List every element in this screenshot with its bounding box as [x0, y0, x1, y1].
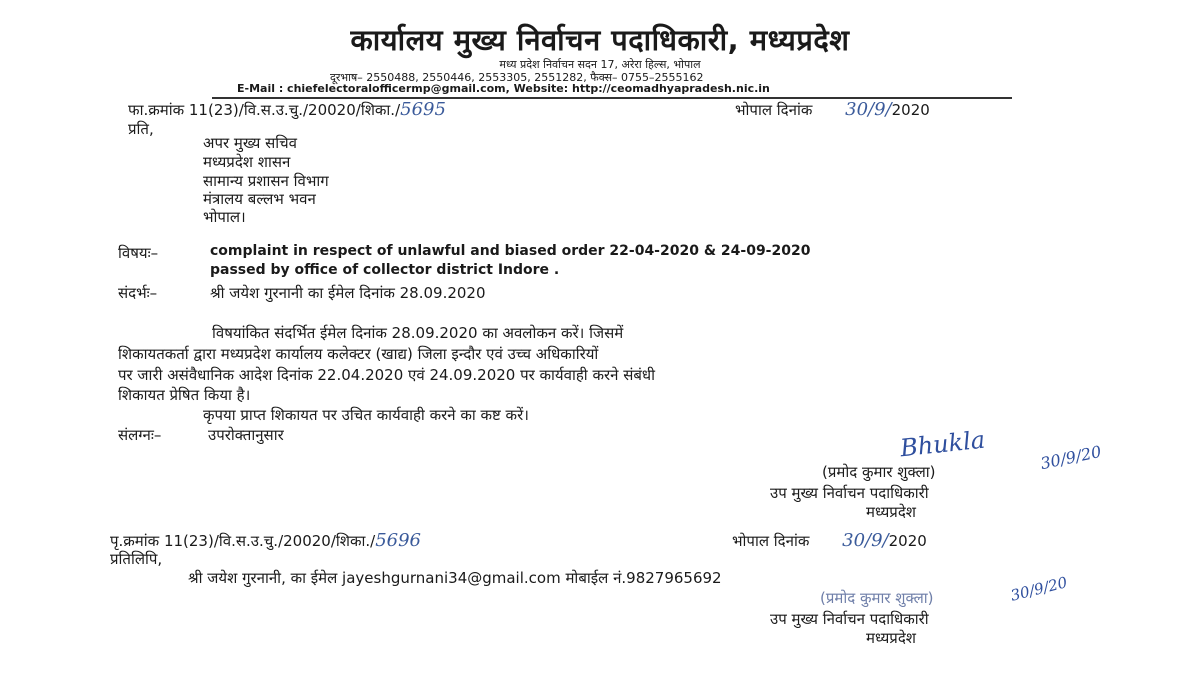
- recipient-line: सामान्य प्रशासन विभाग: [203, 172, 329, 190]
- reference-number-line: [128, 99, 446, 120]
- copy-place-date: [732, 530, 927, 551]
- handwritten-date: 30/9/: [845, 99, 892, 120]
- place-date: [735, 99, 930, 120]
- enclosure-label: संलग्नः–: [118, 426, 162, 444]
- reference-text: श्री जयेश गुरनानी का ईमेल दिनांक 28.09.2020: [210, 284, 486, 302]
- recipient-line: मंत्रालय बल्लभ भवन: [203, 190, 316, 208]
- copy-label: प्रतिलिपि,: [110, 550, 163, 568]
- copy-signatory-designation: उप मुख्य निर्वाचन पदाधिकारी: [770, 610, 929, 628]
- copy-handwritten-number: 5696: [375, 530, 422, 551]
- copy-reference-prefix: पृ.क्रमांक 11(23)/वि.स.उ.चु./20020/शिका./: [110, 532, 376, 550]
- place-date-label: भोपाल दिनांक: [735, 101, 813, 119]
- signature-scribble: Bhukla: [898, 425, 987, 463]
- copy-reference-line: [110, 530, 421, 551]
- signatory-name: (प्रमोद कुमार शुक्ला): [822, 463, 936, 481]
- subject-label: विषयः–: [118, 244, 159, 262]
- copy-handwritten-date: 30/9/: [842, 530, 889, 551]
- subject-line: complaint in respect of unlawful and biased order 22-04-2020 & 24-09-2020: [210, 243, 811, 259]
- body-line: शिकायत प्रेषित किया है।: [118, 386, 251, 404]
- signatory-state: मध्यप्रदेश: [866, 503, 917, 521]
- letterhead-title: कार्यालय मुख्य निर्वाचन पदाधिकारी, मध्यप्रदेश: [350, 23, 850, 57]
- date-year: 2020: [891, 101, 930, 119]
- recipient-line: मध्यप्रदेश शासन: [203, 153, 291, 171]
- copy-place-date-label: भोपाल दिनांक: [732, 532, 810, 550]
- reference-prefix: फा.क्रमांक 11(23)/वि.स.उ.चु./20020/शिका./: [128, 101, 401, 119]
- signature-date-scribble: 30/9/20: [1038, 441, 1103, 474]
- copy-signature-date-scribble: 30/9/20: [1008, 573, 1070, 605]
- reference-label: संदर्भः–: [118, 284, 158, 302]
- copy-date-year: 2020: [888, 532, 927, 550]
- body-line: पर जारी असंवैधानिक आदेश दिनांक 22.04.2020 एवं 24.09.2020 पर कार्यवाही करने संबंधी: [118, 366, 656, 384]
- letterhead-phone: दूरभाष– 2550488, 2550446, 2553305, 2551282, फैक्स– 0755–2555162: [330, 71, 704, 84]
- reference-handwritten-number: 5695: [400, 99, 446, 120]
- recipient-line: अपर मुख्य सचिव: [203, 134, 297, 152]
- recipient-line: भोपाल।: [203, 208, 246, 226]
- copy-signatory-name: (प्रमोद कुमार शुक्ला): [820, 589, 934, 607]
- copy-signatory-state: मध्यप्रदेश: [866, 629, 917, 647]
- to-label: प्रति,: [128, 120, 154, 138]
- body-line: शिकायतकर्ता द्वारा मध्यप्रदेश कार्यालय कलेक्टर (खाद्य) जिला इन्दौर एवं उच्च अधिकारियों: [118, 345, 599, 363]
- letterhead-email: E-Mail : chiefelectoralofficermp@gmail.com, Website: http://ceomadhyapradesh.nic.in: [237, 82, 770, 95]
- letterhead-address: मध्य प्रदेश निर्वाचन सदन 17, अरेरा हिल्स, भोपाल: [499, 58, 701, 71]
- signatory-designation: उप मुख्य निर्वाचन पदाधिकारी: [770, 484, 929, 502]
- enclosure-text: उपरोक्तानुसार: [208, 426, 284, 444]
- body-line: विषयांकित संदर्भित ईमेल दिनांक 28.09.2020 का अवलोकन करें। जिसमें: [212, 324, 624, 342]
- body-line: कृपया प्राप्त शिकायत पर उचित कार्यवाही करने का कष्ट करें।: [203, 406, 529, 424]
- copy-recipient: श्री जयेश गुरनानी, का ईमेल jayeshgurnani34@gmail.com मोबाईल नं.9827965692: [188, 569, 722, 587]
- subject-line: passed by office of collector district Indore .: [210, 262, 560, 278]
